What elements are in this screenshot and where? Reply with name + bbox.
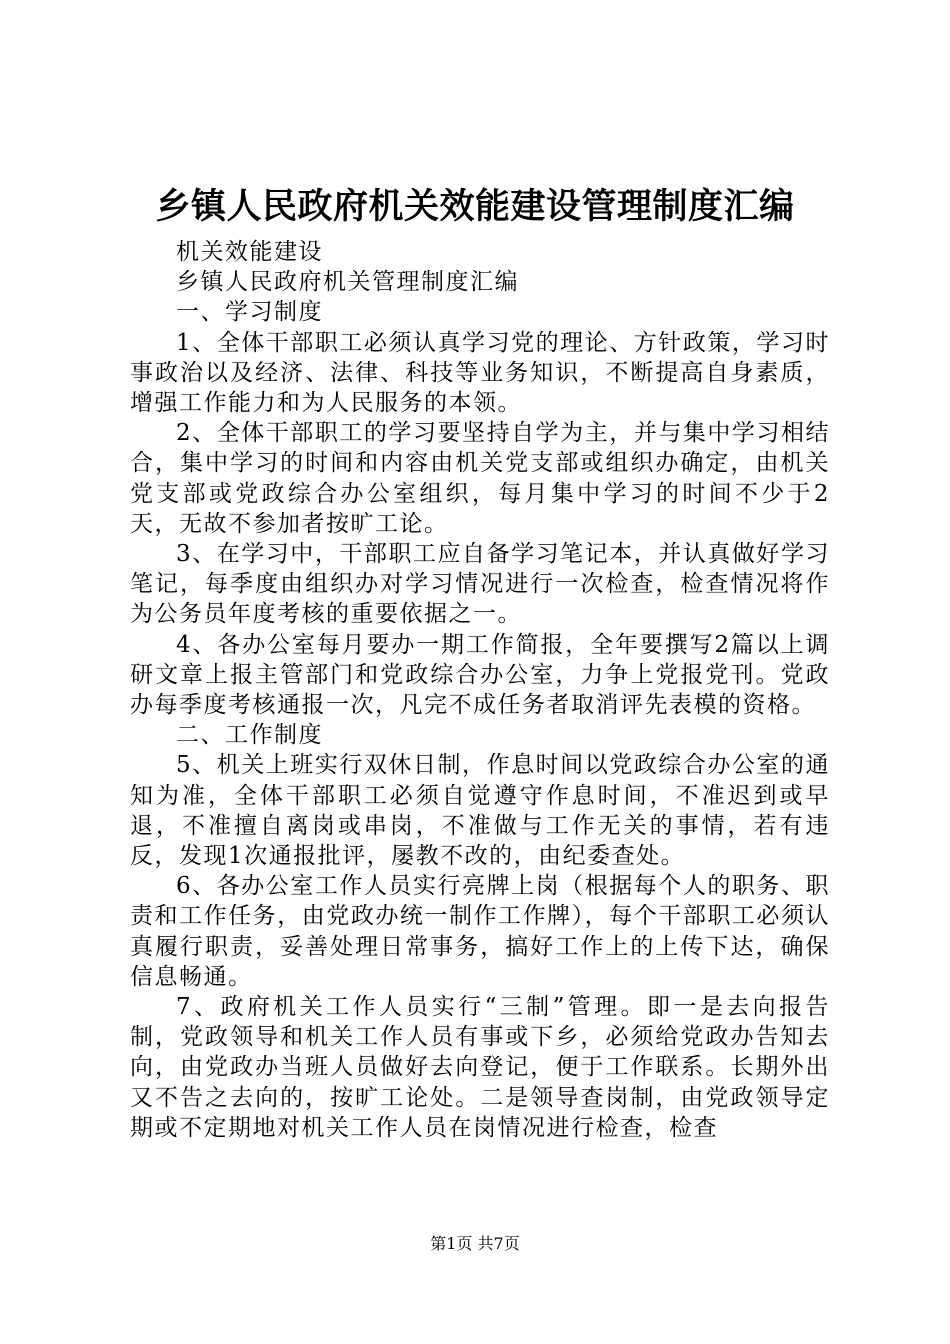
page-title: 乡镇人民政府机关效能建设管理制度汇编 [155, 187, 795, 227]
paragraph-item-4: 4、各办公室每月要办一期工作简报，全年要撰写2篇以上调研文章上报主管部门和党政综合办公室，力争上党报党刊。党政办每季度考核通报一次，凡完不成任务者取消评先表模的资格。 [130, 631, 830, 719]
section-heading-work: 二、工作制度 [176, 722, 323, 749]
document-body [130, 237, 830, 1143]
paragraph-heading-2: 乡镇人民政府机关管理制度汇编 [176, 269, 519, 296]
paragraph-item-7: 7、政府机关工作人员实行“三制”管理。即一是去向报告制，党政领导和机关工作人员有事或下乡，必须给党政办告知去向，由党政办当班人员做好去向登记，便于工作联系。长期外出又不告之去向的，按旷工论处。二是领导查岗制，由党政领导定期或不定期地对机关工作人员在岗情况进行检查，检查 [130, 994, 830, 1141]
paragraph-item-3: 3、在学习中，干部职工应自备学习笔记本，并认真做好学习笔记，每季度由组织办对学习情况进行一次检查，检查情况将作为公务员年度考核的重要依据之一。 [130, 541, 830, 628]
paragraph-heading-1: 机关效能建设 [176, 239, 323, 265]
paragraph-item-1: 1、全体干部职工必须认真学习党的理论、方针政策，学习时事政治以及经济、法律、科技等业务知识，不断提高自身素质，增强工作能力和为人民服务的本领。 [130, 329, 830, 417]
page-footer: 第1页 共7页 [430, 1234, 520, 1253]
section-heading-study: 一、学习制度 [176, 299, 323, 326]
paragraph-item-6: 6、各办公室工作人员实行亮牌上岗（根据每个人的职务、职责和工作任务，由党政办统一制作工作牌），每个干部职工必须认真履行职责，妥善处理日常事务，搞好工作上的上传下达，确保信息畅通。 [130, 873, 830, 990]
paragraph-item-5: 5、机关上班实行双休日制，作息时间以党政综合办公室的通知为准，全体干部职工必须自觉遵守作息时间，不准迟到或早退，不准擅自离岗或串岗，不准做与工作无关的事情，若有违反，发现1次通报批评，屡教不改的，由纪委查处。 [130, 752, 830, 870]
paragraph-item-2: 2、全体干部职工的学习要坚持自学为主，并与集中学习相结合，集中学习的时间和内容由机关党支部或组织办确定，由机关党支部或党政综合办公室组织，每月集中学习的时间不少于2天，无故不参加者按旷工论。 [130, 420, 830, 537]
